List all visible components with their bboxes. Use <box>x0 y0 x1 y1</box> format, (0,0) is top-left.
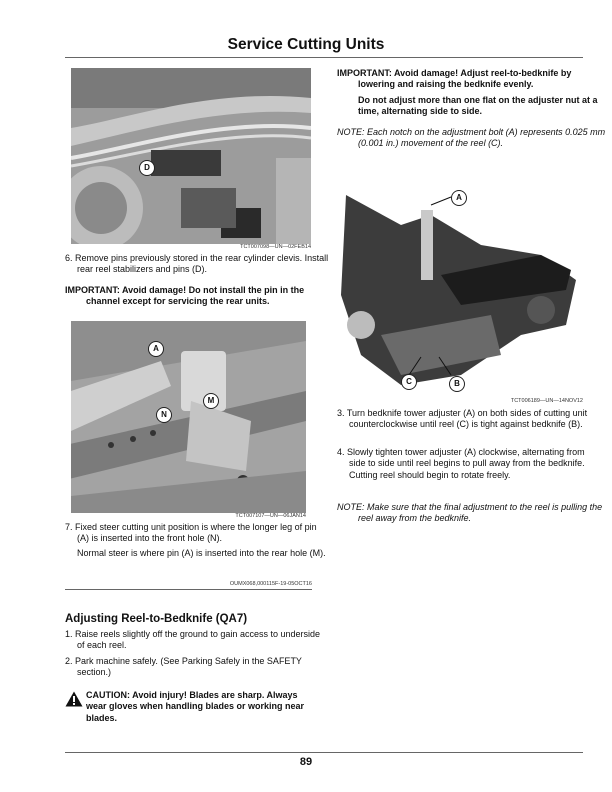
figure2-caption: TCT007107—UN—06JAN14 <box>235 513 306 519</box>
section-heading: Adjusting Reel-to-Bedknife (QA7) <box>65 613 248 625</box>
step-6: 6. Remove pins previously stored in the rear cylinder clevis. Install rear reel stabilizers and pins (D). <box>65 253 329 275</box>
callout-a: A <box>148 341 164 357</box>
step-2: 2. Park machine safely. (See Parking Safely in the SAFETY section.) <box>65 656 302 678</box>
page-number: 89 <box>299 756 313 768</box>
note-1: NOTE: Each notch on the adjustment bolt (A) represents 0.025 mm (0.001 in.) movement of the reel (C). <box>337 127 606 149</box>
step-7-note: Normal steer is where pin (A) is inserted into the rear hole (M). <box>77 548 326 558</box>
figure-steer-pin-photo <box>71 321 306 513</box>
important-note-2-cont: Do not adjust more than one flat on the adjuster nut at a time, alternating side to side. <box>358 95 598 117</box>
callout-d: D <box>139 160 155 176</box>
callout-m: M <box>203 393 219 409</box>
callout-c: C <box>401 374 417 390</box>
title-rule <box>65 57 583 58</box>
caution-text: CAUTION: Avoid injury! Blades are sharp. Always wear gloves when handling blades or working near blades. <box>86 690 305 723</box>
step-4: 4. Slowly tighten tower adjuster (A) clockwise, alternating from side to side until reel begins to pull away from the bedknife. Cutting reel should begin to rotate freely. <box>337 447 585 480</box>
callout-a-right: A <box>451 190 467 206</box>
page-title: Service Cutting Units <box>227 36 385 53</box>
step-7: 7. Fixed steer cutting unit position is where the longer leg of pin (A) is inserted into the front hole (N). <box>65 522 317 544</box>
figure-bedknife-adjuster-photo <box>341 185 583 395</box>
step-1: 1. Raise reels slightly off the ground to gain access to underside of each reel. <box>65 629 320 651</box>
figure1-caption: TCT007098—UN—02FEB14 <box>240 244 311 250</box>
figure-rear-stabilizer-photo <box>71 68 311 244</box>
callout-n: N <box>156 407 172 423</box>
important-note-1: IMPORTANT: Avoid damage! Do not install the pin in the channel except for servicing the rear units. <box>65 285 305 307</box>
figure3-caption: TCT006189—UN—14NOV12 <box>510 398 583 404</box>
section-rule <box>65 589 312 590</box>
reference-code: OUMX068,000115F-19-05OCT16 <box>229 581 312 587</box>
callout-b: B <box>449 376 465 392</box>
warning-triangle-icon <box>65 691 83 707</box>
step-3: 3. Turn bedknife tower adjuster (A) on both sides of cutting unit counterclockwise until reel (C) is tight against bedknife (B). <box>337 408 588 430</box>
important-note-2: IMPORTANT: Avoid damage! Adjust reel-to-bedknife by lowering and raising the bedknife evenly. <box>337 68 572 90</box>
note-2: NOTE: Make sure that the final adjustment to the reel is pulling the reel away from the bedknife. <box>337 502 603 524</box>
footer-rule <box>65 752 583 753</box>
